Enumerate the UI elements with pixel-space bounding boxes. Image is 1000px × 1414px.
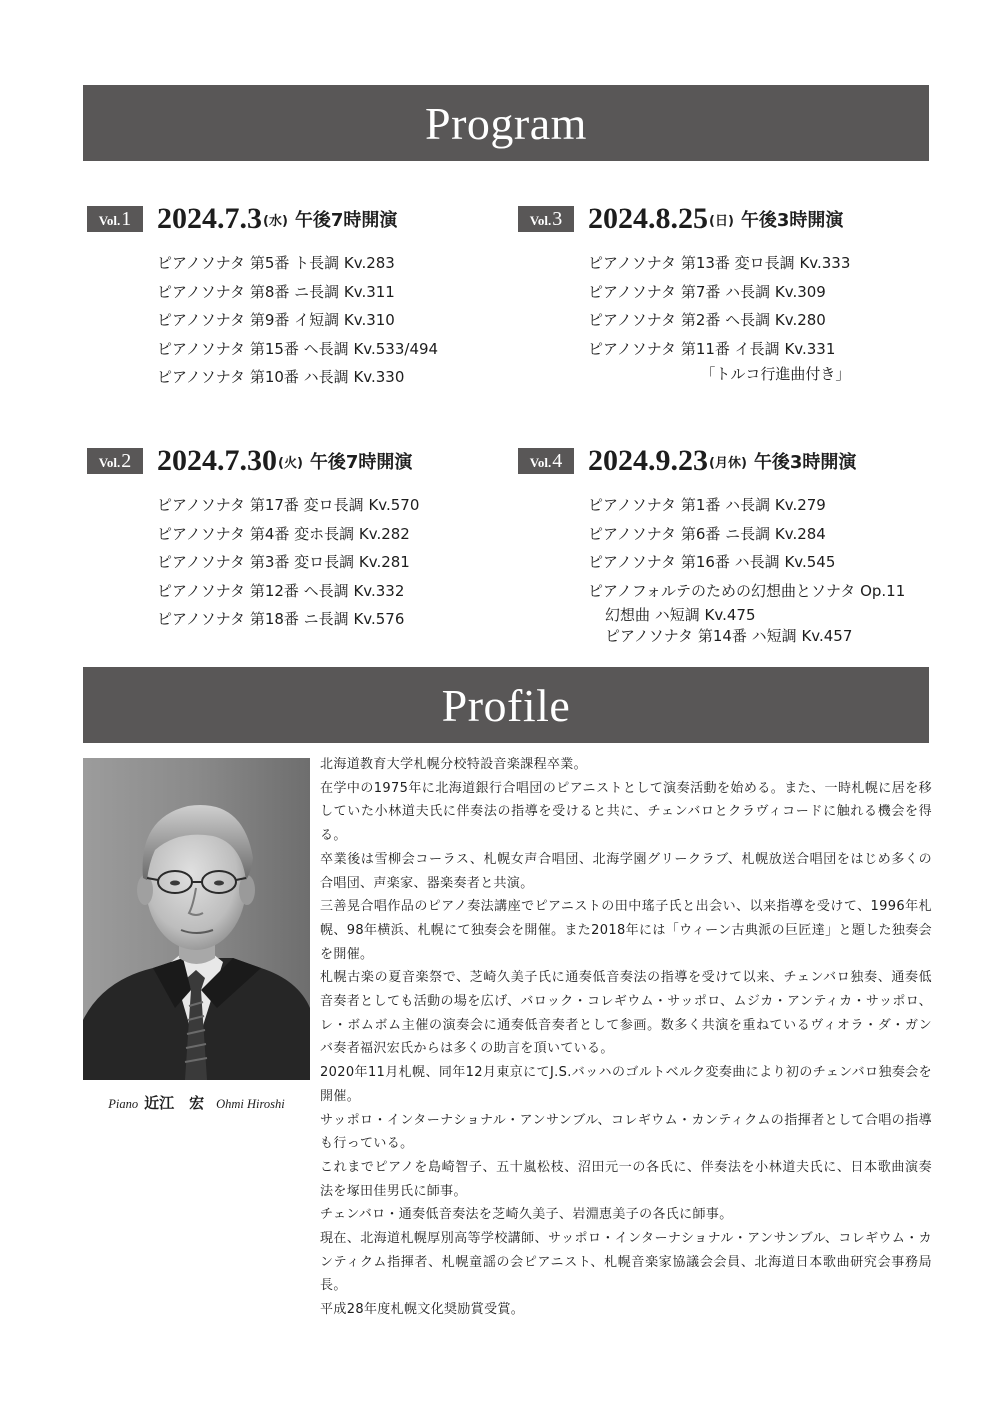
vol-label: Vol. — [529, 455, 552, 470]
caption-instrument: Piano — [108, 1097, 139, 1111]
concert-vol-2 — [87, 443, 419, 634]
vol-badge — [87, 206, 143, 232]
piece-sub-item: ピアノソナタ 第14番 ハ短調 Kv.457 — [605, 627, 853, 646]
vol-label: Vol. — [98, 455, 121, 470]
vol-label: Vol. — [98, 213, 121, 228]
caption-name-romaji: Ohmi Hiroshi — [216, 1097, 285, 1111]
program-banner — [83, 85, 929, 161]
concert-weekday: (日) — [709, 213, 734, 229]
bio-paragraph: 2020年11月札幌、同年12月東京にてJ.S.バッハのゴルトベルク変奏曲により初のチェンバロ独奏会を開催。 — [320, 1065, 932, 1104]
vol-badge — [518, 206, 574, 232]
concert-vol-1 — [87, 201, 438, 392]
bio-paragraph: 現在、北海道札幌厚別高等学校講師、サッポロ・インターナショナル・アンサンブル、コレギウム・カンティクム指揮者、札幌童謡の会ピアニスト、札幌音楽家協議会会員、北海道日本歌曲研究会事務局長。 — [320, 1231, 932, 1294]
bio-paragraph: 卒業後は雪柳会コーラス、札幌女声合唱団、北海学園グリークラブ、札幌放送合唱団をはじめ多くの合唱団、声楽家、器楽奏者と共演。 — [320, 851, 932, 891]
piece-item: ピアノソナタ 第4番 変ホ長調 Kv.282 — [157, 524, 410, 543]
profile-biography — [320, 753, 932, 1322]
vol-badge — [518, 448, 574, 474]
vol-number: 1 — [121, 208, 132, 230]
piece-item: ピアノソナタ 第10番 ハ長調 Kv.330 — [157, 368, 405, 387]
vol-number: 3 — [552, 208, 563, 230]
concert-weekday: (月休) — [709, 455, 747, 471]
vol-header — [87, 443, 419, 479]
piece-item: ピアノソナタ 第2番 ヘ長調 Kv.280 — [588, 311, 826, 330]
piece-item: ピアノソナタ 第17番 変ロ長調 Kv.570 — [157, 496, 420, 514]
piece-list — [157, 491, 419, 634]
piece-list — [588, 491, 905, 647]
piece-item: ピアノソナタ 第9番 イ短調 Kv.310 — [157, 311, 395, 330]
vol-label: Vol. — [529, 213, 552, 228]
piece-sub-item: 幻想曲 ハ短調 Kv.475 — [605, 606, 756, 625]
bio-paragraph: 平成28年度札幌文化奨励賞受賞。 — [320, 1302, 525, 1318]
concert-start-time: 午後3時開演 — [740, 210, 844, 231]
concert-start-time: 午後7時開演 — [309, 452, 413, 473]
bio-paragraph: 札幌古楽の夏音楽祭で、芝崎久美子氏に通奏低音奏法の指導を受けて以来、チェンバロ独奏、通奏低音奏者としても活動の場を広げ、バロック・コレギウム・サッポロ、ムジカ・アンティカ・サッポロ、レ・ボムボム主催の演奏会に通奏低音奏者として参画。数多く共演を重ねているヴィオラ・ダ・ガンバ奏者福沢宏氏からは多くの助言を頂いている。 — [320, 970, 932, 1057]
bio-paragraph: 在学中の1975年に北海道銀行合唱団のピアニストとして演奏活動を始める。また、一時札幌に居を移していた小林道夫氏に伴奏法の指導を受けると共に、チェンバロとクラヴィコードに触れる機会を得る。 — [320, 780, 932, 844]
concert-start-time: 午後3時開演 — [753, 452, 857, 473]
piece-note: 「トルコ行進曲付き」 — [700, 365, 851, 384]
concert-weekday: (火) — [278, 455, 303, 471]
vol-header — [518, 201, 850, 237]
pianist-portrait-photo — [83, 758, 310, 1080]
portrait-caption — [83, 1092, 310, 1113]
profile-banner — [83, 667, 929, 743]
vol-number: 2 — [121, 450, 132, 472]
bio-paragraph: サッポロ・インターナショナル・アンサンブル、コレギウム・カンティクムの指揮者として合唱の指導も行っている。 — [320, 1112, 932, 1152]
piece-item: ピアノソナタ 第15番 ヘ長調 Kv.533/494 — [157, 339, 439, 358]
piece-list — [588, 249, 850, 385]
piece-list — [157, 249, 438, 392]
piece-item: ピアノソナタ 第11番 イ長調 Kv.331 — [588, 339, 836, 358]
bio-paragraph: 三善晃合唱作品のピアノ奏法講座でピアニストの田中瑤子氏と出会い、以来指導を受けて、1996年札幌、98年横浜、札幌にて独奏会を開催。また2018年には「ウィーン古典派の巨匠達」と題した独奏会を開催。 — [320, 899, 932, 962]
concert-vol-4 — [518, 443, 905, 647]
piece-item: ピアノソナタ 第8番 ニ長調 Kv.311 — [157, 282, 395, 301]
piece-item: ピアノソナタ 第16番 ハ長調 Kv.545 — [588, 553, 836, 572]
vol-header — [518, 443, 905, 479]
vol-badge — [87, 448, 143, 474]
vol-number: 4 — [552, 450, 563, 472]
piece-item: ピアノソナタ 第6番 ニ長調 Kv.284 — [588, 524, 826, 543]
concert-date: 2024.7.30 — [157, 444, 277, 477]
piece-item: ピアノフォルテのための幻想曲とソナタ Op.11 — [588, 581, 906, 600]
caption-name: 近江 宏 — [144, 1094, 205, 1112]
bio-paragraph: これまでピアノを島崎智子、五十嵐松枝、沼田元一の各氏に、伴奏法を小林道夫氏に、日本歌曲演奏法を塚田佳男氏に師事。 — [320, 1159, 932, 1199]
concert-date: 2024.7.3 — [157, 202, 262, 235]
piece-item: ピアノソナタ 第12番 ヘ長調 Kv.332 — [157, 581, 405, 600]
program-title: Program — [425, 97, 587, 149]
concert-date: 2024.8.25 — [588, 202, 708, 235]
piece-item: ピアノソナタ 第7番 ハ長調 Kv.309 — [588, 282, 826, 301]
piece-item: ピアノソナタ 第13番 変ロ長調 Kv.333 — [588, 254, 851, 272]
bio-paragraph: 北海道教育大学札幌分校特設音楽課程卒業。 — [320, 757, 588, 772]
bio-paragraph: チェンバロ・通奏低音奏法を芝崎久美子、岩淵恵美子の各氏に師事。 — [320, 1207, 733, 1223]
concert-start-time: 午後7時開演 — [294, 210, 398, 231]
concert-date: 2024.9.23 — [588, 444, 708, 477]
piece-item: ピアノソナタ 第18番 ニ長調 Kv.576 — [157, 610, 405, 629]
concert-vol-3 — [518, 201, 850, 385]
piece-item: ピアノソナタ 第3番 変ロ長調 Kv.281 — [157, 553, 410, 572]
vol-header — [87, 201, 438, 237]
piece-item: ピアノソナタ 第1番 ハ長調 Kv.279 — [588, 496, 826, 514]
piece-item: ピアノソナタ 第5番 ト長調 Kv.283 — [157, 254, 395, 272]
concert-weekday: (水) — [263, 213, 288, 229]
profile-title: Profile — [441, 679, 571, 731]
